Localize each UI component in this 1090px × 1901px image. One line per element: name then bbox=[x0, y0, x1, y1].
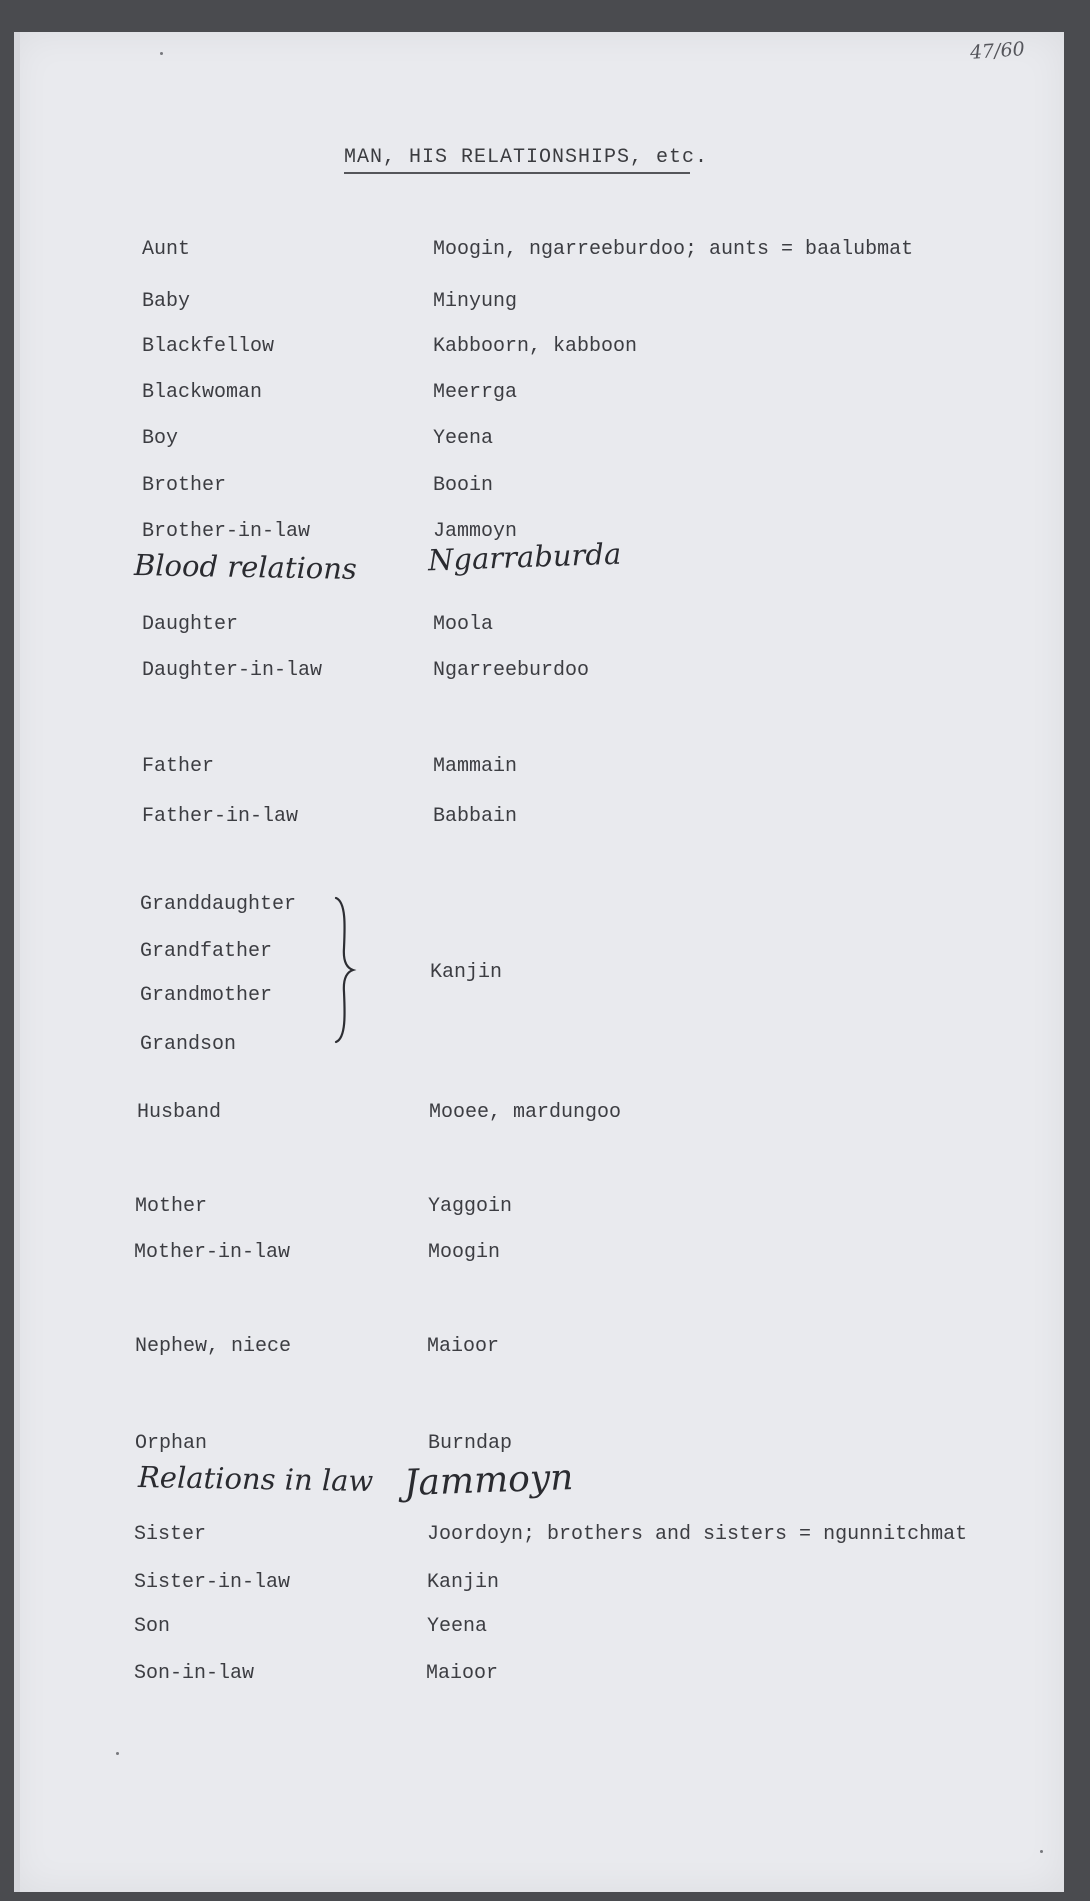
value-mother-in-law: Moogin bbox=[428, 1241, 501, 1264]
value-aunt: Moogin, ngarreeburdoo; aunts = baalubmat bbox=[433, 238, 914, 261]
term-daughter: Daughter bbox=[142, 613, 239, 636]
handwritten-value-relations-in-law: Jammoyn bbox=[403, 1457, 575, 1504]
value-son: Yeena bbox=[427, 1615, 488, 1638]
value-father: Mammain bbox=[433, 755, 518, 778]
handwritten-value-blood-relations: Ngarraburda bbox=[427, 536, 622, 578]
term-mother-in-law: Mother-in-law bbox=[134, 1241, 291, 1264]
handwritten-term-blood-relations: Blood relations bbox=[133, 548, 358, 586]
value-mother: Yaggoin bbox=[428, 1195, 513, 1218]
term-sister-in-law: Sister-in-law bbox=[134, 1571, 291, 1594]
value-daughter-in-law: Ngarreeburdoo bbox=[433, 659, 590, 682]
term-mother: Mother bbox=[135, 1195, 208, 1218]
term-husband: Husband bbox=[137, 1101, 222, 1124]
grouping-brace bbox=[333, 896, 357, 1044]
sheet-edge bbox=[14, 32, 20, 1892]
value-sister-in-law: Kanjin bbox=[427, 1571, 500, 1594]
paper-speck bbox=[160, 52, 163, 55]
value-blackfellow: Kabboorn, kabboon bbox=[433, 335, 638, 358]
term-son: Son bbox=[134, 1615, 171, 1638]
value-orphan: Burndap bbox=[428, 1432, 513, 1455]
term-aunt: Aunt bbox=[142, 238, 191, 261]
term-baby: Baby bbox=[142, 290, 191, 313]
value-nephew-niece: Maioor bbox=[427, 1335, 500, 1358]
value-brother: Booin bbox=[433, 474, 494, 497]
value-sister: Joordoyn; brothers and sisters = ngunnitchmat bbox=[427, 1523, 968, 1546]
value-baby: Minyung bbox=[433, 290, 518, 313]
term-father-in-law: Father-in-law bbox=[142, 805, 299, 828]
term-granddaughter: Granddaughter bbox=[140, 893, 297, 916]
term-brother-in-law: Brother-in-law bbox=[142, 520, 311, 543]
title-underline bbox=[344, 172, 690, 174]
value-grand-relations: Kanjin bbox=[430, 961, 503, 984]
term-orphan: Orphan bbox=[135, 1432, 208, 1455]
paper-speck bbox=[1040, 1850, 1043, 1853]
term-grandson: Grandson bbox=[140, 1033, 237, 1056]
term-father: Father bbox=[142, 755, 215, 778]
value-boy: Yeena bbox=[433, 427, 494, 450]
term-boy: Boy bbox=[142, 427, 179, 450]
term-blackwoman: Blackwoman bbox=[142, 381, 263, 404]
term-blackfellow: Blackfellow bbox=[142, 335, 275, 358]
term-sister: Sister bbox=[134, 1523, 207, 1546]
value-daughter: Moola bbox=[433, 613, 494, 636]
value-brother-in-law: Jammoyn bbox=[433, 520, 518, 543]
folio-number: 47/60 bbox=[969, 38, 1026, 64]
term-brother: Brother bbox=[142, 474, 227, 497]
paper-speck bbox=[116, 1752, 119, 1755]
term-nephew-niece: Nephew, niece bbox=[135, 1335, 292, 1358]
value-father-in-law: Babbain bbox=[433, 805, 518, 828]
term-daughter-in-law: Daughter-in-law bbox=[142, 659, 323, 682]
value-husband: Mooee, mardungoo bbox=[429, 1101, 622, 1124]
value-blackwoman: Meerrga bbox=[433, 381, 518, 404]
term-grandfather: Grandfather bbox=[140, 940, 273, 963]
term-grandmother: Grandmother bbox=[140, 984, 273, 1007]
term-son-in-law: Son-in-law bbox=[134, 1662, 255, 1685]
page-title: MAN, HIS RELATIONSHIPS, etc. bbox=[344, 146, 709, 169]
value-son-in-law: Maioor bbox=[426, 1662, 499, 1685]
handwritten-term-relations-in-law: Relations in law bbox=[137, 1459, 374, 1499]
